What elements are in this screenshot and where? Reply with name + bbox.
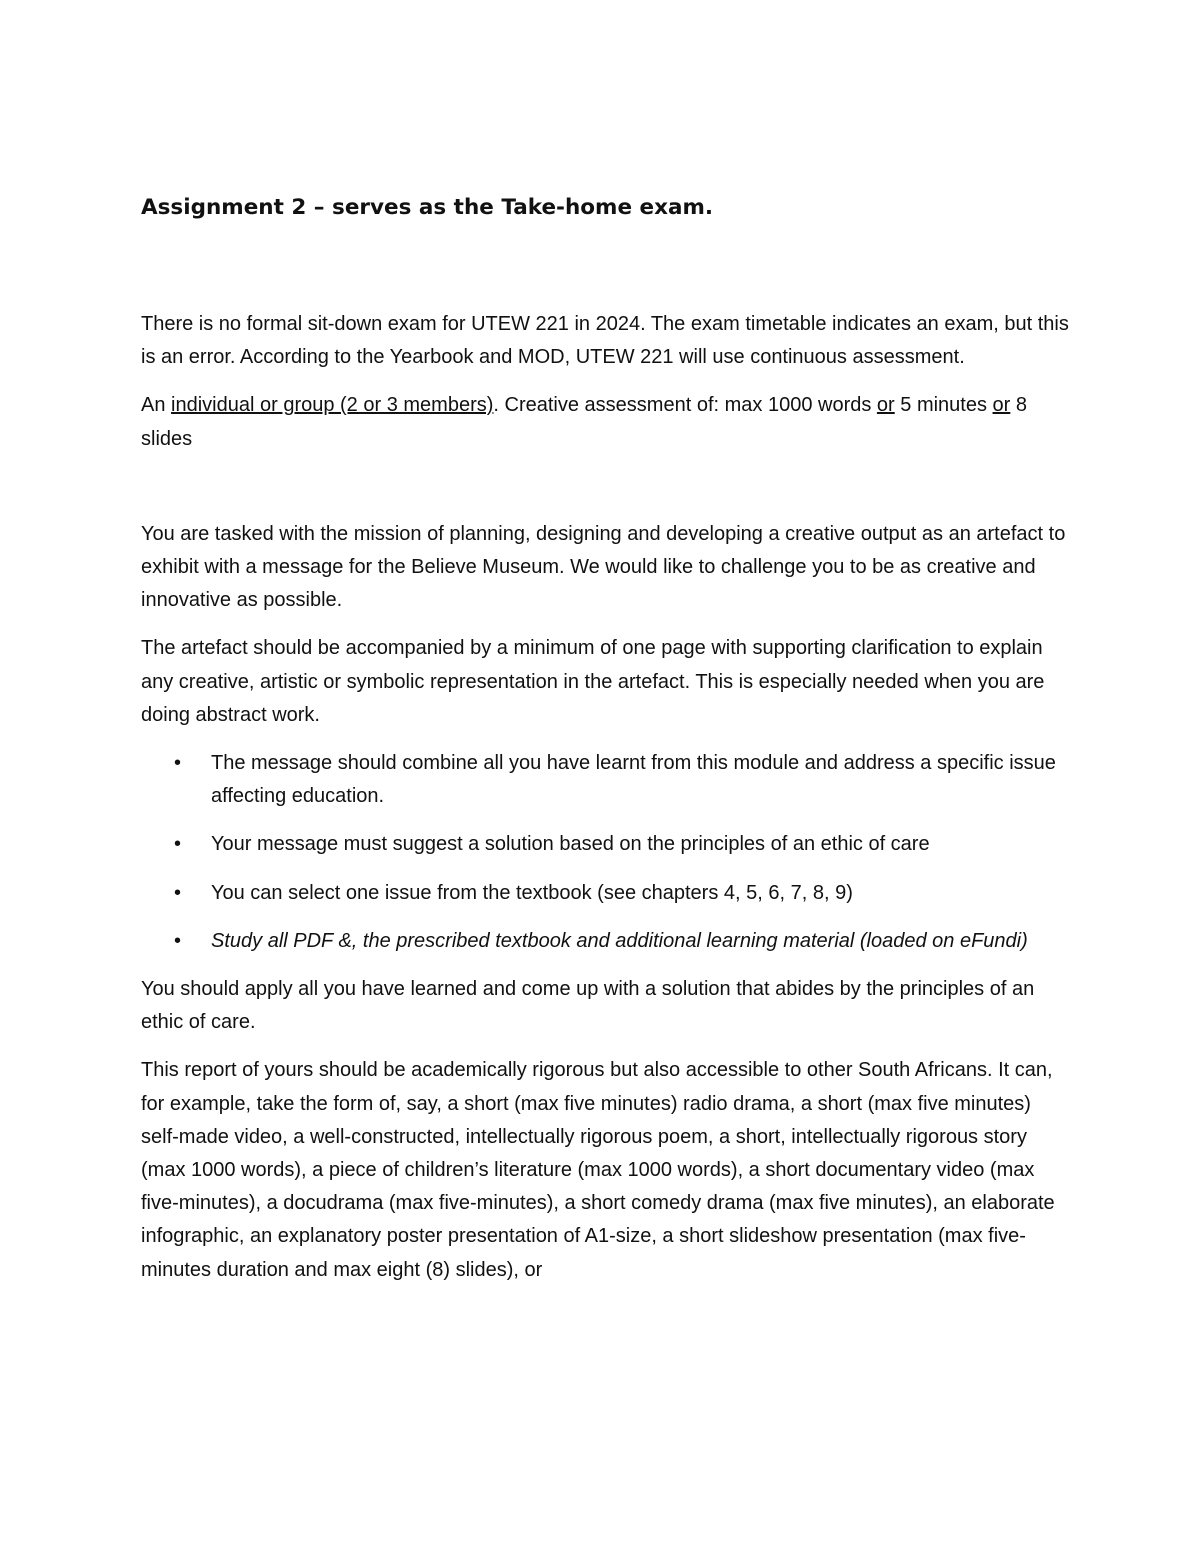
requirements-list [141, 747, 1071, 958]
bullet-icon: • [174, 929, 182, 952]
bullet-icon: • [174, 752, 182, 775]
format-part-2: 5 minutes [894, 394, 993, 417]
list-item: • Study all PDF &, the prescribed textbook and additional learning material (loaded on eFundi) [141, 925, 1071, 958]
format-part-3: 8 slides [141, 394, 1028, 450]
document-page [141, 190, 1071, 1302]
apply-paragraph: You should apply all you have learned and come up with a solution that abides by the principles of an ethic of care. [141, 978, 1035, 1034]
format-paragraph [141, 389, 1071, 455]
list-item: • You can select one issue from the textbook (see chapters 4, 5, 6, 7, 8, 9) [141, 877, 1071, 910]
format-prefix: An [141, 394, 172, 417]
format-middle: . Creative assessment of: max 1000 words [493, 394, 877, 417]
format-or-2: or [992, 394, 1011, 417]
list-item: • Your message must suggest a solution based on the principles of an ethic of care [141, 828, 1071, 861]
report-paragraph: This report of yours should be academically rigorous but also accessible to other South Africans. It can, for example, take the form of, say, a short (max five minutes) radio drama, a short (max five minutes) self-made video, a well-constructed, intellectually rigorous poem, a short, intellectually rigorous story (max 1000 words), a piece of children’s literature (max 1000 words), a short documentary video (max five-minutes), a docudrama (max five-minutes), a short comedy drama (max five minutes), an elaborate infographic, an explanatory poster presentation of A1-size, a short slideshow presentation (max five-minutes duration and max eight (8) slides), or [141, 1059, 1055, 1281]
artefact-paragraph: The artefact should be accompanied by a minimum of one page with supporting clarification to explain any creative, artistic or symbolic representation in the artefact. This is especially needed when you are doing abstract work. [141, 637, 1045, 726]
list-item: • The message should combine all you have learnt from this module and address a specific issue affecting education. [141, 747, 1071, 813]
bullet-icon: • [174, 881, 182, 904]
task-paragraph: You are tasked with the mission of planning, designing and developing a creative output as an artefact to exhibit with a message for the Believe Museum. We would like to challenge you to be as creative and innovative as possible. [141, 522, 1066, 612]
format-or-1: or [876, 394, 895, 417]
bullet-icon: • [174, 833, 182, 856]
intro-paragraph: There is no formal sit-down exam for UTEW 221 in 2024. The exam timetable indicates an exam, but this is an error. According to the Yearbook and MOD, UTEW 221 will use continuous assessment. [141, 313, 1069, 369]
spacer [141, 471, 1071, 518]
format-underlined: individual or group (2 or 3 members) [171, 394, 494, 417]
page-title: Assignment 2 – serves as the Take-home exam. [141, 195, 714, 220]
